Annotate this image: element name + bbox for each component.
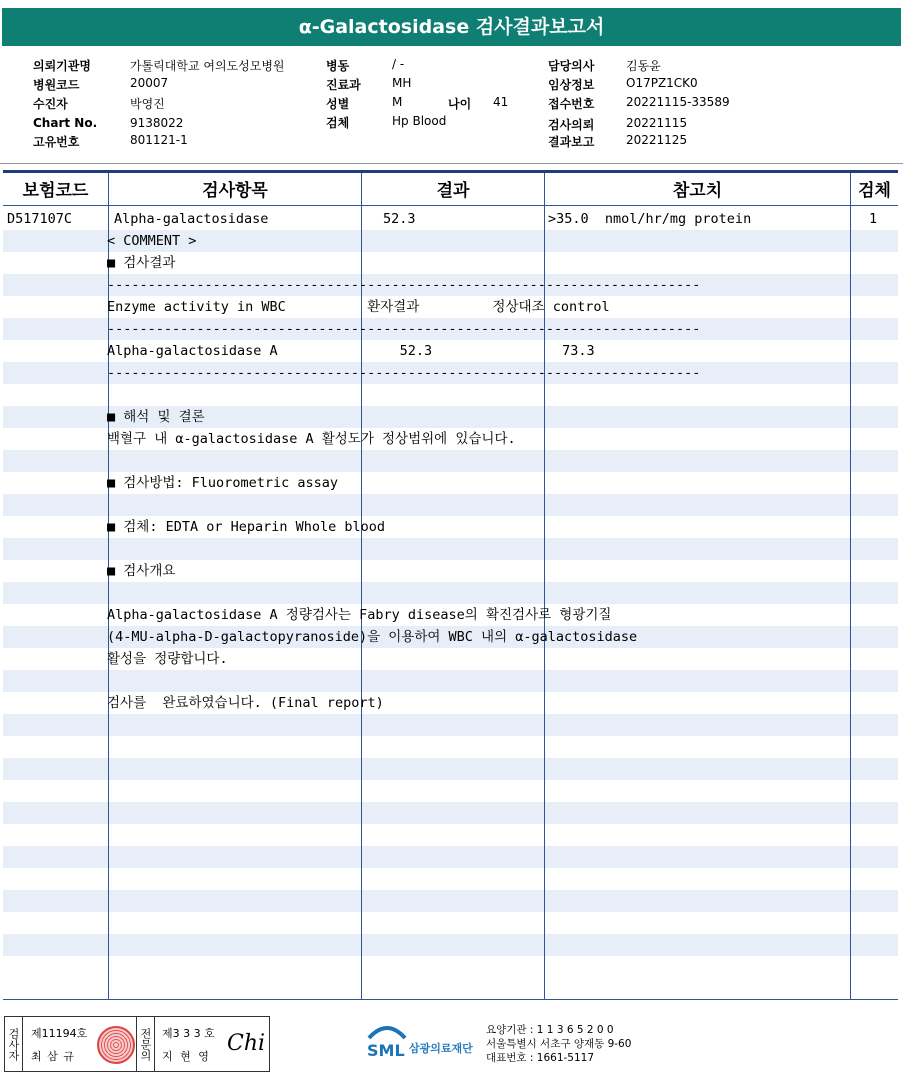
comment-line: Enzyme activity in WBC 환자결과 정상대조 control: [107, 299, 610, 315]
info-value: 20221115-33589: [626, 95, 730, 109]
svg-text:SML: SML: [367, 1041, 405, 1060]
comment-line: 활성을 정량합니다.: [107, 651, 228, 667]
comment-line: Alpha-galactosidase A 정량검사는 Fabry disease의 확진검사로 형광기질: [107, 607, 612, 623]
info-value: M: [392, 95, 403, 109]
info-label: 고유번호: [33, 135, 80, 149]
info-label: 진료과: [326, 78, 361, 92]
comment-line: 백혈구 내 α-galactosidase A 활성도가 정상범위에 있습니다.: [107, 431, 516, 447]
row-specimen: 1: [869, 211, 878, 227]
row-reference: >35.0 nmol/hr/mg protein: [548, 211, 752, 227]
column-divider: [850, 173, 851, 1000]
info-label: Chart No.: [33, 116, 98, 130]
comment-line: ■ 해석 및 결론: [107, 409, 205, 425]
info-value: / -: [392, 57, 405, 71]
comment-line: ■ 검사개요: [107, 563, 176, 579]
info-value: Hp Blood: [392, 114, 447, 128]
info-value: 20221125: [626, 133, 688, 147]
info-value: O17PZ1CK0: [626, 76, 698, 90]
comment-line: Alpha-galactosidase A 52.3 73.3: [107, 343, 595, 359]
info-value: 9138022: [130, 116, 184, 130]
info-value: MH: [392, 76, 412, 90]
specialist-no: 제3 3 3 호: [162, 1027, 215, 1040]
row-stripe: [3, 670, 898, 692]
header-item: 검사항목: [202, 181, 268, 201]
header-reference: 참고치: [672, 181, 723, 201]
info-value: 20221115: [626, 116, 688, 130]
row-stripe: [3, 758, 898, 780]
info-label: 임상정보: [548, 78, 595, 92]
specialist-name: 지 현 영: [162, 1050, 211, 1063]
comment-line: (4-MU-alpha-D-galactopyranoside)을 이용하여 WBC 내의 α-galactosidase: [107, 629, 638, 645]
info-label: 담당의사: [548, 59, 595, 73]
row-result: 52.3: [383, 211, 416, 227]
report-title: α-Galactosidase 검사결과보고서: [2, 8, 901, 46]
info-label: 결과보고: [548, 135, 595, 149]
comment-line: ■ 검사방법: Fluorometric assay: [107, 475, 338, 491]
info-value: 박영진: [130, 97, 165, 111]
comment-line: -------------------------------------------------------------------------: [107, 365, 701, 381]
specialist-label: 전문의: [136, 1017, 155, 1071]
info-value: 801121-1: [130, 133, 188, 147]
row-stripe: [3, 450, 898, 472]
age-value: 41: [493, 95, 509, 109]
signature: Chi: [227, 1031, 266, 1056]
row-stripe: [3, 494, 898, 516]
info-label: 검체: [326, 116, 350, 130]
row-item: Alpha-galactosidase: [114, 211, 269, 227]
addr-line: 요양기관 : 1 1 3 6 5 2 0 0: [486, 1024, 614, 1036]
tester-name: 최 삼 규: [31, 1050, 75, 1063]
info-label: 수진자: [33, 97, 68, 111]
info-value: 김동윤: [626, 59, 661, 73]
row-stripe: [3, 538, 898, 560]
info-label: 병원코드: [33, 78, 80, 92]
header-code: 보험코드: [22, 181, 89, 201]
result-table: [3, 170, 898, 1000]
info-value: 가톨릭대학교 여의도성모병원: [130, 59, 285, 73]
comment-line: -------------------------------------------------------------------------: [107, 277, 701, 293]
sml-logo-icon: [365, 1024, 409, 1060]
sml-logo: [365, 1024, 473, 1064]
table-bottom-border: [3, 999, 898, 1000]
row-stripe: [3, 802, 898, 824]
info-label: 검사의뢰: [548, 118, 595, 132]
info-value: 20007: [130, 76, 169, 90]
addr-line: 대표번호 : 1661-5117: [486, 1052, 595, 1064]
info-label: 병동: [326, 59, 350, 73]
row-stripe: [3, 934, 898, 956]
age-label: 나이: [448, 97, 472, 111]
header-specimen: 검체: [858, 181, 891, 201]
footer-address: [486, 1023, 631, 1065]
tester-no: 제11194호: [31, 1027, 88, 1040]
row-stripe: [3, 890, 898, 912]
info-label: 접수번호: [548, 97, 595, 111]
comment-line: ■ 검사결과: [107, 255, 176, 271]
signature-box: [4, 1016, 270, 1072]
header-divider: [3, 205, 898, 206]
comment-line: < COMMENT >: [107, 233, 197, 249]
row-code: D517107C: [7, 211, 73, 227]
seal-stamp: [97, 1026, 135, 1064]
org-name: 삼광의료재단: [409, 1042, 473, 1055]
info-label: 성별: [326, 97, 350, 111]
header-result: 결과: [436, 181, 470, 201]
comment-line: 검사를 완료하였습니다. (Final report): [107, 695, 384, 711]
row-stripe: [3, 846, 898, 868]
row-stripe: [3, 714, 898, 736]
info-label: 의뢰기관명: [33, 59, 91, 73]
addr-line: 서울특별시 서초구 양재동 9-60: [486, 1038, 632, 1050]
row-stripe: [3, 582, 898, 604]
tester-label: 검사자: [5, 1017, 23, 1071]
comment-line: ■ 검체: EDTA or Heparin Whole blood: [107, 519, 386, 535]
divider: [0, 163, 903, 164]
comment-line: -------------------------------------------------------------------------: [107, 321, 701, 337]
